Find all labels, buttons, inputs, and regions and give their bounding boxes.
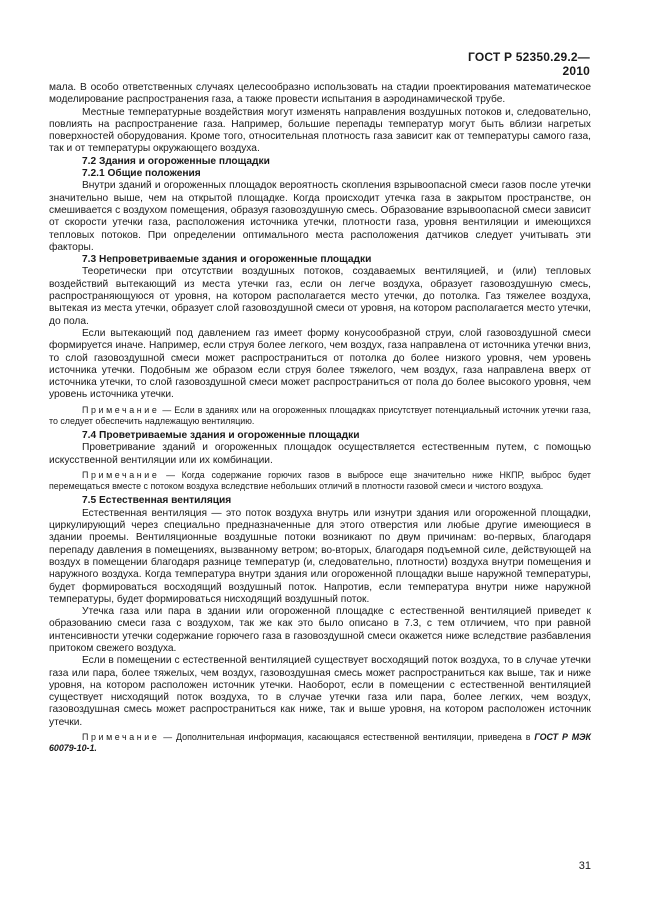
body-paragraph: Если вытекающий под давлением газ имеет форму конусообразной струи, слой газовоздушной смеси формируется иначе. Например, если струя более легкого, чем воздух, газа направлена от источника утечки вниз, то слой газовоздушной смеси может распространиться от потолка до более низкого уровня, чем уровень источника утечки. Подобным же образом если струя более тяжелого, чем воздух, газа направлена вверх от источника утечки, то слой газовоздушной смеси может распространиться от пола до более высокого уровня, чем уровень источника утечки. [49,327,591,401]
note-label: Примечание [82,732,160,743]
note-label: Примечание [82,470,160,481]
section-heading: 7.4 Проветриваемые здания и огороженные площадки [82,430,360,442]
note-paragraph [49,405,591,427]
note-text: — Дополнительная информация, касающаяся естественной вентиляции, приведена в [159,732,535,743]
document-header: ГОСТ Р 52350.29.2— 2010 [467,50,590,78]
body-paragraph: Местные температурные воздействия могут изменять направления воздушных потоков и, следовательно, повлиять на распространение газа. Например, большие перепады температур могут быть вблизи нагретых поверхностей оборудования. Кроме того, относительная плотность газа зависит как от температуры самого газа, так и от температуры окружающего воздуха. [49,106,591,155]
body-paragraph: Теоретически при отсутствии воздушных потоков, создаваемых вентиляцией, и (или) тепловых воздействий вытекающий из места утечки газ, если он легче воздуха, образует газовоздушную смесь, распространяющуюся от уровня, на котором располагается место утечки, до потолка. Газ тяжелее воздуха, вытекая из места утечки, образует слой газовоздушной смеси от уровня, на котором располагается место утечки, до пола. [49,266,591,327]
note-text: — Если в зданиях или на огороженных площадках присутствует потенциальный источник утечки газа, то следует обеспечить надлежащую вентиляцию. [49,404,591,426]
note-label: Примечание [82,404,160,415]
section-heading: 7.3 Непроветриваемые здания и огороженные площадки [82,254,372,266]
section-heading: 7.5 Естественная вентиляция [82,495,232,507]
body-paragraph: Естественная вентиляция — это поток воздуха внутрь или изнутри здания или огороженной площадки, циркулирующий через специально предназначенные для этого отверстия или любые другие имеющиеся в здании проемы. Вентиляционные воздушные потоки возникают по двум причинам: во-первых, благодаря перепаду давления в помещениях, вызванному ветром; во-вторых, благодаря подъемной силе, действующей на воздух в помещении благодаря разнице температур (и, следовательно, плотности) воздуха внутри помещения и наружного воздуха. Когда температура внутри здания или огороженной площадки выше наружной температуры, будет формироваться восходящий воздушный поток. Напротив, если температура внутри ниже наружной температуры, будет формироваться нисходящий воздушный поток. [49,507,591,605]
document-body [49,82,591,757]
body-paragraph: Внутри зданий и огороженных площадок вероятность скопления взрывоопасной смеси газов после утечки значительно выше, чем на открытой площадке. Когда происходит утечка газа в закрытом пространстве, он смешивается с воздухом помещения, образуя газовоздушную смесь. Образование взрывоопасной смеси зависит от скорости утечки газа, расположения источника утечки, плотности газа, уровня вентиляции и имеющихся тепловых потоков. При определении оптимального места расположения датчиков следует учитывать эти факторы. [49,180,591,253]
note-paragraph [49,470,591,492]
standard-reference: ГОСТ Р МЭК 60079-10-1. [49,732,591,754]
page-number: 31 [578,860,591,872]
note-text: — Когда содержание горючих газов в выбросе еще значительно ниже НКПР, выброс будет перемещаться вместе с потоком воздуха вследствие небольших отличий в плотности газовой смеси и чистого воздуха. [49,470,591,492]
section-heading: 7.2.1 Общие положения [82,168,201,180]
body-paragraph: Утечка газа или пара в здании или огороженной площадке с естественной вентиляцией приведет к образованию смеси газа с воздухом, так же как это было описано в 7.3, с тем отличием, что при равной интенсивности утечки содержание горючего газа в газовоздушной смеси окажется ниже вследствие разбавления притоком свежего воздуха. [49,606,591,654]
body-paragraph: Проветривание зданий и огороженных площадок осуществляется естественным путем, с помощью искусственной вентиляции или их комбинации. [49,442,591,466]
section-heading: 7.2 Здания и огороженные площадки [82,155,270,167]
body-paragraph: мала. В особо ответственных случаях целесообразно использовать на стадии проектирования математическое моделирование распространения газа, а также провести испытания в аэродинамической трубе. [49,82,591,106]
note-paragraph [49,732,591,754]
body-paragraph: Если в помещении с естественной вентиляцией существует восходящий поток воздуха, то в случае утечки газа или пара, более тяжелых, чем воздух, газовоздушная смесь может распространиться как выше, так и ниже уровня, на котором расположен источник утечки. Наоборот, если в помещении с естественной вентиляцией существует нисходящий поток воздуха, то в случае утечки газа или пара, более легких, чем воздух, газовоздушная смесь может распространиться как ниже, так и выше уровня, на котором расположен источник утечки. [49,655,591,728]
